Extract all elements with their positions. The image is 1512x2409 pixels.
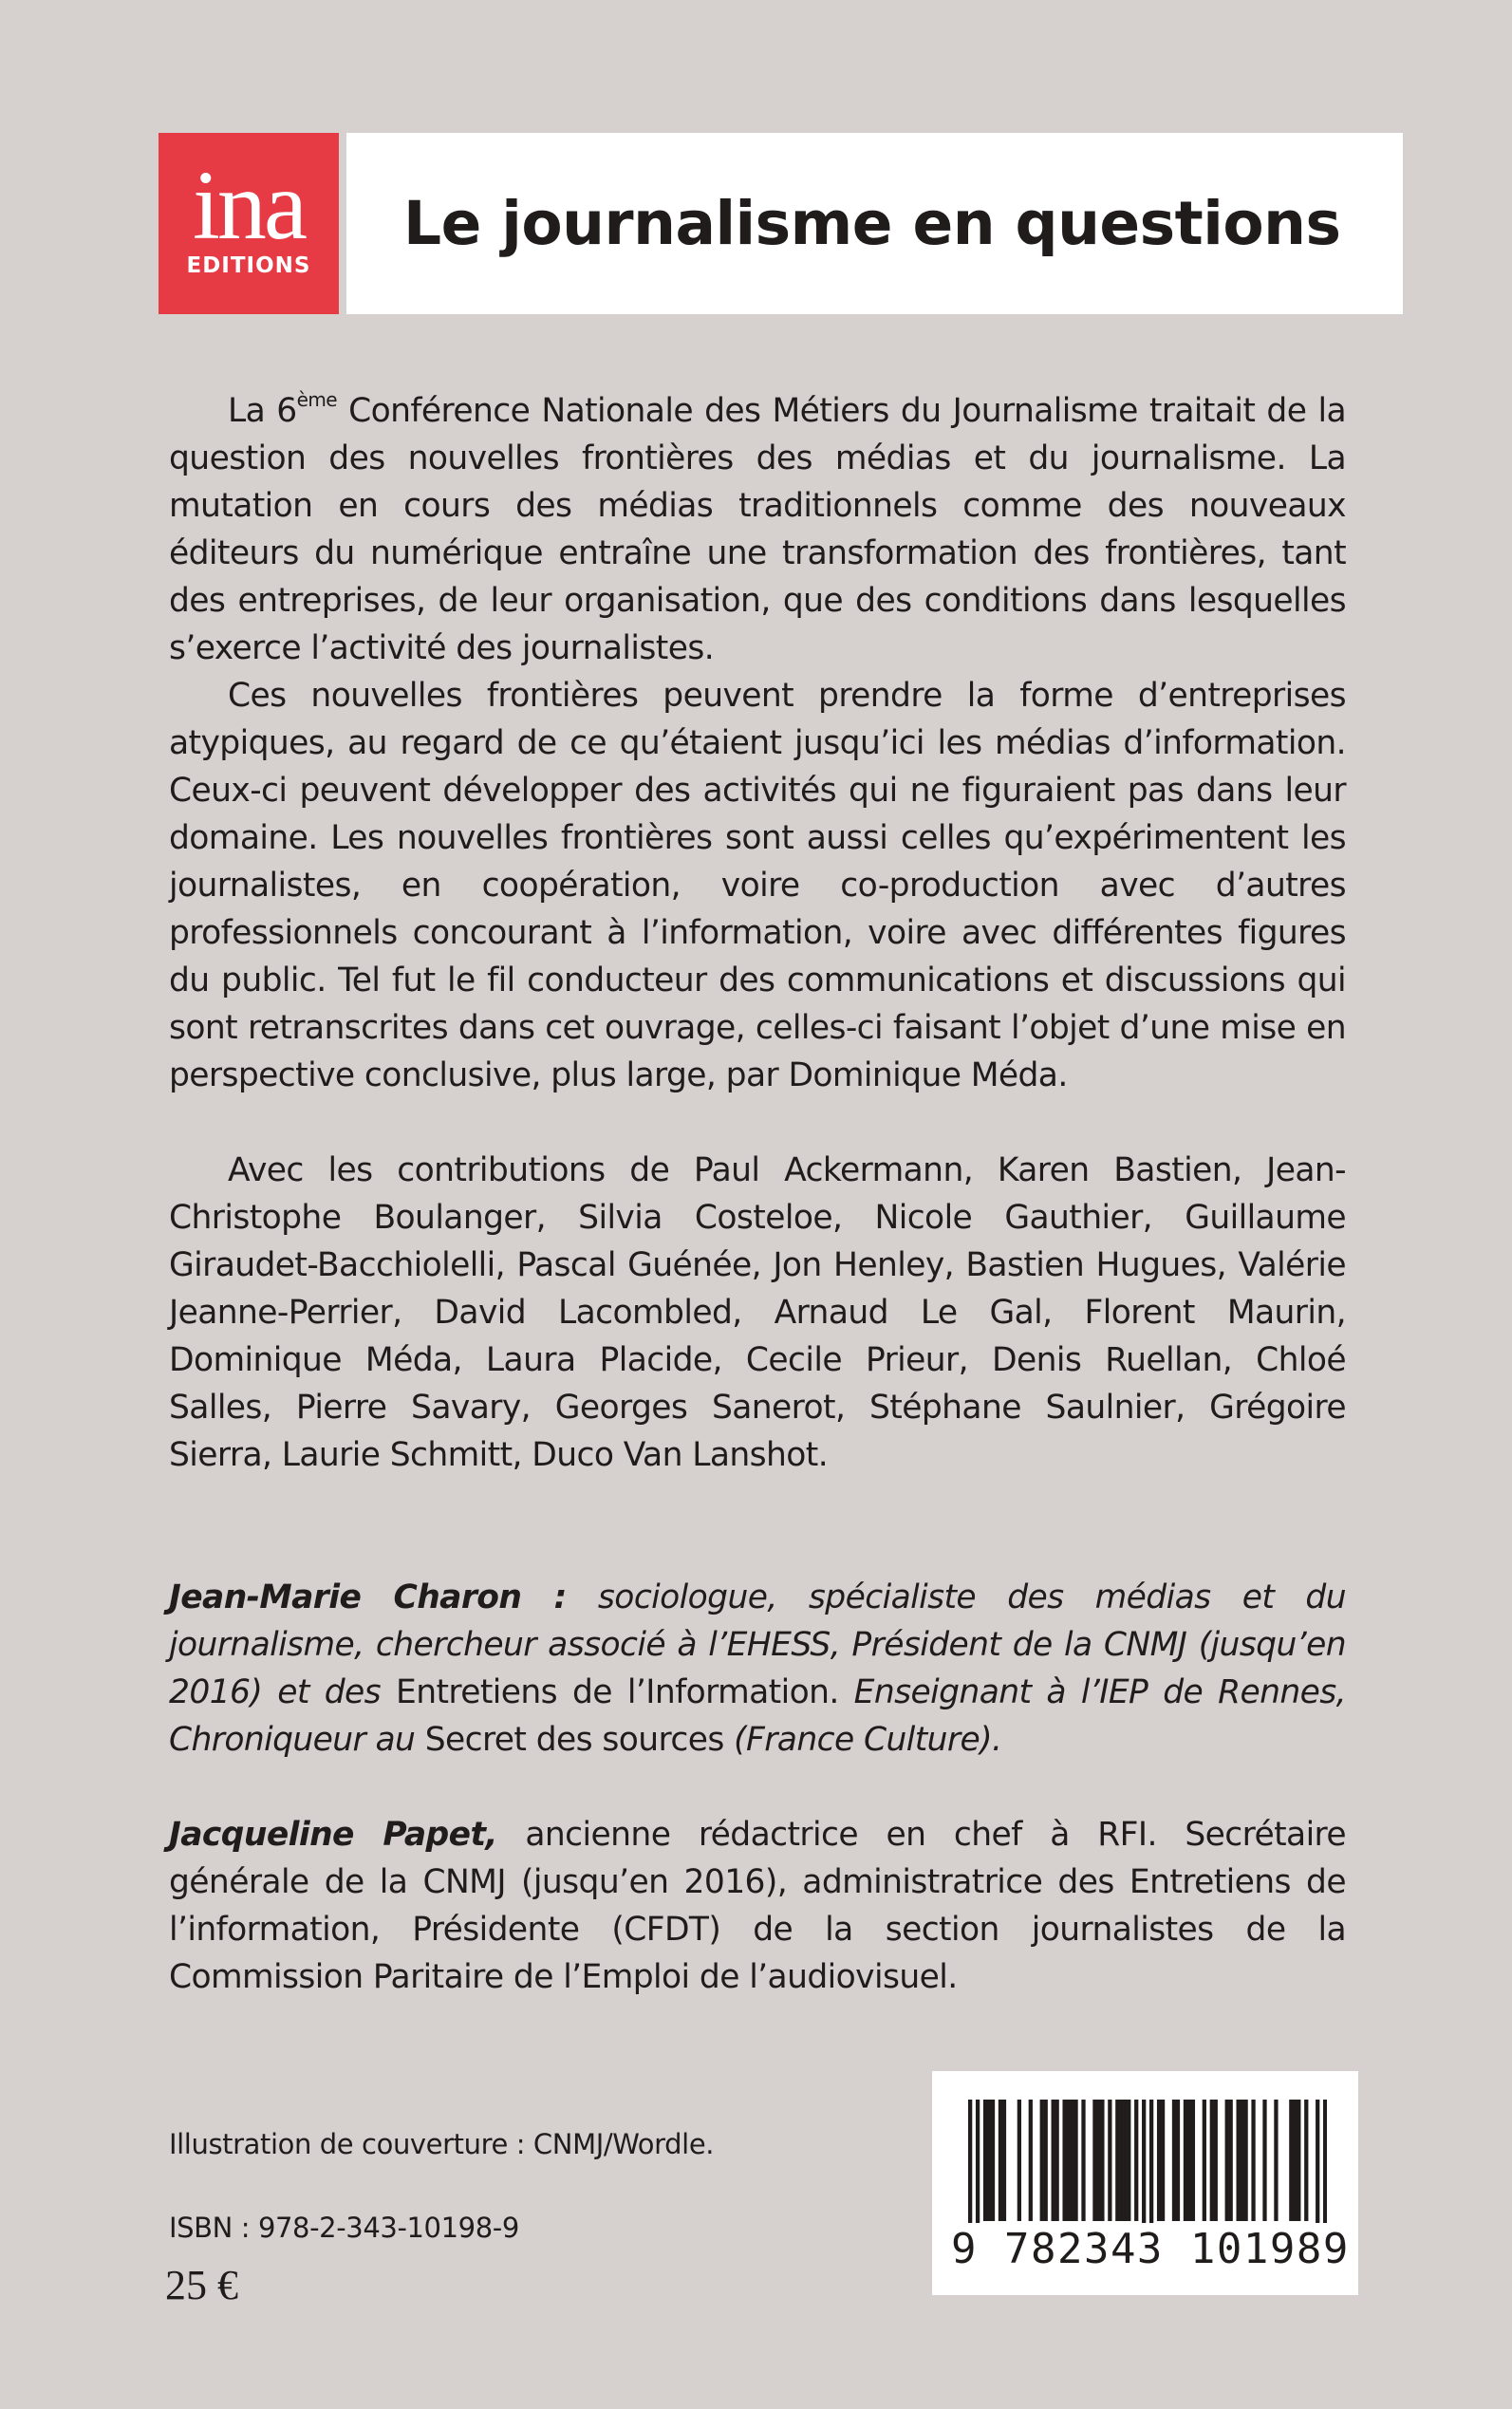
barcode-bar [1096,2100,1100,2221]
barcode-bar [1119,2100,1123,2221]
barcode-bar [1289,2100,1293,2221]
barcode-bar [1100,2100,1104,2221]
barcode-bar [1297,2100,1300,2221]
header [159,133,1403,314]
barcode-bar [1262,2100,1266,2221]
title-bar [346,133,1403,314]
price: 25 € [165,2262,238,2308]
barcode-bar [1134,2100,1138,2221]
illustration-credit: Illustration de couverture : CNMJ/Wordle. [169,2128,715,2160]
barcode-bar [1055,2100,1059,2221]
barcode-bar [1149,2100,1153,2223]
author-bio-papet [169,1811,1346,2001]
barcode-bar [1070,2100,1073,2221]
bio-papet-part-a: ancienne rédactrice en chef à RFI. Secrétaire générale de la CNMJ (jusqu’en 2016), administratrice des Entretiens de l’information, Présidente (CFDT) de la section journalistes de la Commission Paritaire de l’Emploi de l’audiovisuel. [169,1816,1347,1996]
barcode [932,2071,1358,2295]
author-name-papet: Jacqueline Papet, [169,1816,497,1854]
barcode-bar [1161,2100,1165,2221]
logo-word: ina [192,150,306,260]
barcode-bar [1237,2100,1241,2221]
barcode-bar [1127,2100,1130,2221]
barcode-bar [1210,2100,1214,2221]
paragraph-frontiers: Ces nouvelles frontières peuvent prendre la forme d’entreprises atypiques, au regard de ce qu’étaient jusqu’ici les médias d’information. Ceux-ci peuvent développer des activités qui ne figuraient pas dans leur domaine. Les nouvelles frontières sont aussi celles qu’expérimentent les journalistes, en coopération, voire co-production avec d’autres professionnels concourant à l’information, voire avec différentes figures du public. Tel fut le fil conducteur des communications et discussions qui sont retranscrites dans cet ouvrage, celles-ci faisant l’objet d’une mise en perspective conclusive, plus large, par Dominique Méda. [169,677,1346,1094]
bio-charon-part-d: Secret des sources [424,1721,724,1759]
barcode-bar [1203,2100,1206,2221]
barcode-bar [1073,2100,1077,2221]
barcode-bar [1293,2100,1297,2221]
isbn-number: ISBN : 978-2-343-10198-9 [169,2212,519,2244]
bio-charon-part-e: (France Culture). [723,1721,1002,1759]
barcode-bar [983,2100,987,2221]
barcode-bar [1184,2100,1187,2221]
barcode-bar [1115,2100,1119,2221]
barcode-bar [1225,2100,1229,2221]
bio-charon-part-a: sociologue, spécialiste des médias et du journalisme, chercheur associé à l’EHESS, Président de la CNMJ (jusqu’en 2016) et des [169,1578,1346,1711]
bio-charon-part-c: Enseignant à l’IEP de Rennes, Chroniqueur au [169,1673,1346,1759]
paragraph-intro-rest: Conférence Nationale des Métiers du Journalisme traitait de la question des nouvelles frontières des médias et du journalisme. La mutation en cours des médias traditionnels comme des nouveaux éditeurs du numérique entraîne une transformation des frontières, tant des entreprises, de leur organisation, que des conditions dans lesquelles s’exerce l’activité des journalistes. [169,392,1346,667]
barcode-bar [991,2100,995,2221]
barcode-bar [1274,2100,1278,2221]
barcode-bar [976,2100,980,2223]
paragraph-intro [169,387,1346,672]
barcode-bar [1243,2100,1247,2221]
bio-charon-part-b: Entretiens de l’Information. [396,1673,839,1711]
barcode-bar [1214,2100,1218,2221]
barcode-bar [1108,2100,1111,2221]
barcode-bar [1316,2100,1319,2223]
barcode-bar [1176,2100,1180,2221]
ina-editions-logo [159,133,339,314]
barcode-bar [1304,2100,1308,2221]
barcode-bar [1142,2100,1146,2223]
barcode-bar [1017,2100,1021,2221]
barcode-bar [1062,2100,1066,2221]
paragraph-intro-start: La 6 [228,392,297,430]
barcode-bar [987,2100,991,2221]
barcode-bars [968,2100,1327,2223]
barcode-bar [968,2100,972,2223]
barcode-bar [1029,2100,1033,2221]
author-name-charon: Jean-Marie Charon : [169,1578,567,1616]
barcode-bar [1066,2100,1070,2221]
barcode-bar [1187,2100,1191,2221]
barcode-bar [1123,2100,1127,2221]
barcode-bar [1157,2100,1161,2221]
logo-subtitle: EDITIONS [186,252,311,278]
barcode-bar [999,2100,1002,2221]
barcode-bar [1052,2100,1055,2221]
author-bio-charon [169,1574,1346,1764]
paragraph-contributors: Avec les contributions de Paul Ackermann, Karen Bastien, Jean-Christophe Boulanger, Silvia Costeloe, Nicole Gauthier, Guillaume Giraudet-Bacchiolelli, Pascal Guénée, Jon Henley, Bastien Hugues, Valérie Jeanne-Perrier, David Lacombled, Arnaud Le Gal, Florent Maurin, Dominique Méda, Laura Placide, Cecile Prieur, Denis Ruellan, Chloé Salles, Pierre Savary, Georges Sanerot, Stéphane Saulnier, Grégoire Sierra, Laurie Schmitt, Duco Van Lanshot. [169,1151,1346,1474]
barcode-bar [1081,2100,1085,2221]
barcode-bar [1040,2100,1044,2221]
ordinal-superscript: ème [296,388,337,411]
barcode-bar [1044,2100,1048,2221]
barcode-bar [1092,2100,1096,2221]
barcode-digits: 9 782343 101989 [951,2225,1350,2273]
book-title: Le journalisme en questions [403,189,1341,258]
barcode-bar [1191,2100,1195,2221]
barcode-bar [1323,2100,1327,2223]
barcode-bar [1251,2100,1255,2221]
barcode-bar [1002,2100,1006,2221]
barcode-bar [1240,2100,1243,2221]
barcode-bar [1229,2100,1233,2221]
barcode-bar [1172,2100,1176,2221]
